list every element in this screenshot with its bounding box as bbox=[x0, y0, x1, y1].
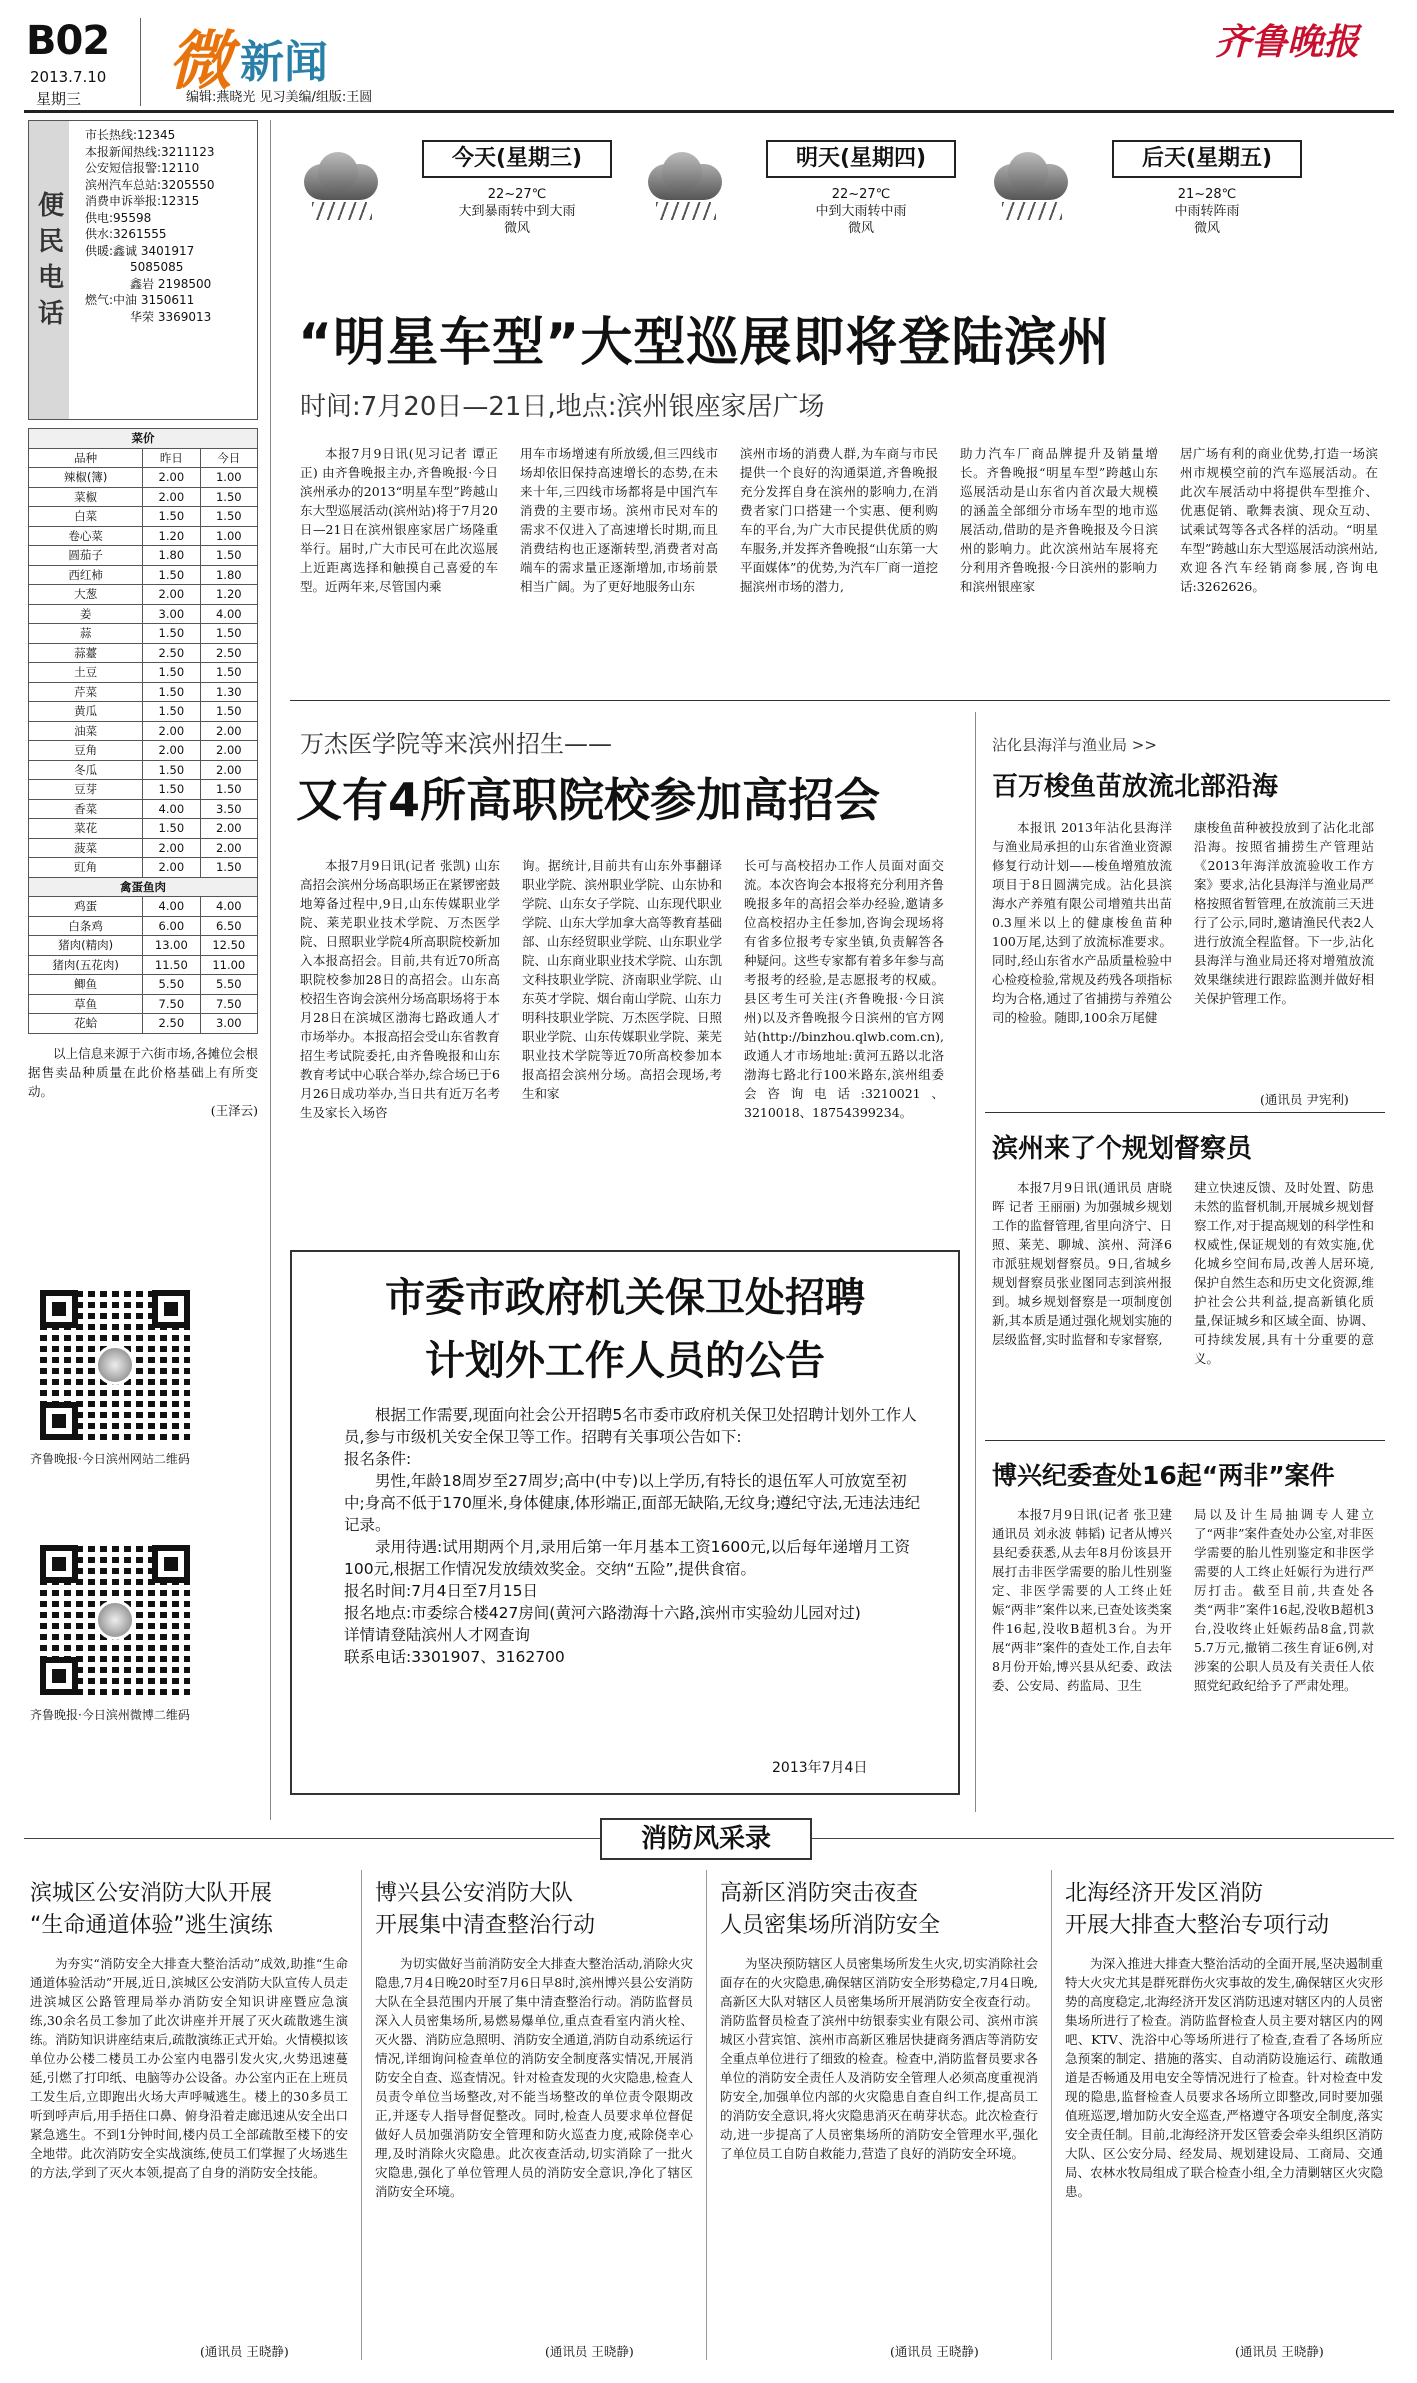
article-paragraph: 本报7月9日讯(通讯员 唐晓晖 记者 王丽丽) 为加强城乡规划工作的监督管理,省里向济宁、日照、莱芜、聊城、滨州、菏泽6市派驻规划督察员。9日,省城乡规划督察员张业图同志到滨州报到。城乡规划督察是一项制度创新,其本质是通过强化规划实施的层级监督,实时监督和专家督察, bbox=[992, 1180, 1172, 1347]
price-cell: 2.00 bbox=[200, 819, 257, 839]
price-cell: 11.50 bbox=[143, 955, 200, 975]
price-cell: 6.50 bbox=[200, 916, 257, 936]
article-paragraph: 滨州市场的消费人群,为车商与市民提供一个良好的沟通渠道,齐鲁晚报充分发挥自身在滨州的影响力,在消费者家门口搭建一个实惠、便利购车的平台,为广大市民提供优质的购车服务,并发挥齐鲁晚报“山东第一大平面媒体”的优势,为汽车厂商一道挖掘滨州市场的潜力, bbox=[740, 446, 938, 594]
fire-author: (通讯员 王晓静) bbox=[545, 2344, 634, 2359]
price-cell: 1.50 bbox=[143, 760, 200, 780]
price-cell: 1.50 bbox=[200, 663, 257, 683]
article-paragraph: 本报7月9日讯(记者 张凯) 山东高招会滨州分场高职场正在紧锣密鼓地筹备过程中,9日,山东传媒职业学院、莱芜职业技术学院、万杰医学院、日照职业学院4所高职院校新加入本报高招会。目前,共有近70所高职院校参加28日的高招会。山东高校招生咨询会滨州分场高职场将于本月28日在滨城区渤海七路政通人才市场举办。本报高招会受山东省教育招生考试院委托,由齐鲁晚报和山东教育考试中心联合举办,综合场已于6月26日成功举办,当日共有近万名考生及家长入场咨 bbox=[300, 858, 500, 1120]
price-cell: 7.50 bbox=[143, 994, 200, 1014]
price-cell: 2.00 bbox=[143, 585, 200, 605]
table-row bbox=[29, 565, 258, 585]
weather-wind: 微风 bbox=[1193, 221, 1220, 236]
table-row bbox=[29, 526, 258, 546]
hire-line: 联系电话:3301907、3162700 bbox=[344, 1648, 565, 1666]
hire-line: 报名条件: bbox=[344, 1450, 412, 1468]
price-header: 昨日 bbox=[143, 448, 200, 468]
weather-wind: 微风 bbox=[847, 221, 874, 236]
text-column bbox=[992, 1505, 1172, 1805]
price-cell: 5.50 bbox=[200, 975, 257, 995]
price-cell: 豆角 bbox=[29, 741, 143, 761]
weather-desc: 大到暴雨转中到大雨 bbox=[458, 204, 576, 219]
article-paragraph: 建立快速反馈、及时处置、防患未然的监督机制,开展城乡规划督察工作,对于提高规划的科学性和权威性,保证规划的有效实施,优化城乡空间布局,改善人居环境,保护自然生态和历史文化资源,维护社会公共利益,提高新镇化质量,保证城乡和区域全面、协调、可持续发展,具有十分重要的意义。 bbox=[1194, 1180, 1374, 1366]
price-cell: 1.50 bbox=[143, 565, 200, 585]
price-box bbox=[28, 428, 258, 1119]
text-column bbox=[1194, 1178, 1374, 1436]
price-cell: 3.00 bbox=[200, 1014, 257, 1034]
price-cell: 3.00 bbox=[143, 604, 200, 624]
weather-temp: 21~28℃ bbox=[1177, 187, 1237, 202]
price-cell: 2.50 bbox=[143, 643, 200, 663]
main-subhead: 时间:7月20日—21日,地点:滨州银座家居广场 bbox=[300, 392, 825, 422]
hire-line: 男性,年龄18周岁至27周岁;高中(中专)以上学历,有特长的退伍军人可放宽至初中;身高不低于170厘米,身体健康,体形端正,面部无缺陷,无纹身;遵纪守法,无违法违纪记录。 bbox=[344, 1472, 921, 1534]
price-cell: 4.00 bbox=[200, 604, 257, 624]
weather-temp: 22~27℃ bbox=[487, 187, 547, 202]
price-cell: 卷心菜 bbox=[29, 526, 143, 546]
article-paragraph: 长可与高校招办工作人员面对面交流。本次咨询会本报将充分利用齐鲁晚报多年的高招会举办经验,邀请多位高校招办主任参加,咨询会现场将有省多位报考专家坐镇,负责解答各种疑问。这些专家都有着多年参与高考报考的经验,是志愿报考的权威。县区考生可关注(齐鲁晚报·今日滨州)以及齐鲁晚报今日滨州的官方网站(http://binzhou.qlwb.com.cn),政通人才市场地址:黄河五路以北洛渤海七路北行100米路东,滨州组委会咨询电话:3210021、3210018、18754399234。 bbox=[744, 858, 944, 1120]
price-cell: 蒜 bbox=[29, 624, 143, 644]
price-cell: 1.50 bbox=[200, 702, 257, 722]
article-paragraph: 本报7月9日讯(记者 张卫建 通讯员 刘永波 韩韬) 记者从博兴县纪委获悉,从去年8月份该县开展打击非医学需要的胎儿性别鉴定、非医学需要的人工终止妊娠“两非”案件以来,已查处该类案件16起,没收B超机3台。为开展“两非”案件的查处工作,自去年8月份开始,博兴县从纪委、政法委、公安局、药监局、卫生 bbox=[992, 1507, 1172, 1693]
price-cell: 2.00 bbox=[143, 741, 200, 761]
table-row bbox=[29, 721, 258, 741]
price-cell: 草鱼 bbox=[29, 994, 143, 1014]
price-cell: 猪肉(精肉) bbox=[29, 936, 143, 956]
price-cell: 豇角 bbox=[29, 858, 143, 878]
price-cell: 1.50 bbox=[143, 507, 200, 527]
price-cell: 冬瓜 bbox=[29, 760, 143, 780]
qr-code-website[interactable] bbox=[40, 1290, 190, 1440]
table-row bbox=[29, 1014, 258, 1034]
price-cell: 1.80 bbox=[200, 565, 257, 585]
paper-logo: 齐鲁晚报 bbox=[1215, 21, 1360, 63]
weather-wind: 微风 bbox=[503, 221, 530, 236]
fire-headline-2: 开展集中清查整治行动 bbox=[375, 1913, 596, 1938]
price-table bbox=[28, 428, 258, 1034]
hotline-line: 燃气:中油 3150611 bbox=[85, 293, 195, 307]
price-cell: 2.00 bbox=[143, 858, 200, 878]
weather-desc: 中雨转阵雨 bbox=[1174, 204, 1240, 219]
issue-date: 2013.7.10 bbox=[30, 68, 107, 86]
fire-column bbox=[1065, 1954, 1383, 2336]
price-cell: 13.00 bbox=[143, 936, 200, 956]
price-cell: 1.50 bbox=[143, 780, 200, 800]
table-row bbox=[29, 838, 258, 858]
article-paragraph: 局以及计生局抽调专人建立了“两非”案件查处办公室,对非医学需要的胎儿性别鉴定和非医学需要的人工终止妊娠行为进行严厉打击。截至目前,共查处各类“两非”案件16起,没收B超机3台,没收终止妊娠药品8盒,罚款5.7万元,撤销二孩生育证6例,对涉案的公职人员及有关责任人依照党纪政纪给予了严肃处理。 bbox=[1194, 1507, 1374, 1693]
hotline-line: 鑫岩 2198500 bbox=[130, 276, 212, 291]
section-logo-weibo: 微 bbox=[168, 25, 232, 99]
fire-headline-2: 开展大排查大整治专项行动 bbox=[1065, 1913, 1330, 1938]
price-cell: 1.50 bbox=[143, 663, 200, 683]
weather-day: 后天(星期五) bbox=[1112, 140, 1302, 178]
price-cell: 油菜 bbox=[29, 721, 143, 741]
text-column bbox=[1194, 818, 1374, 1088]
fire-author: (通讯员 王晓静) bbox=[1235, 2344, 1324, 2359]
hire-date: 2013年7月4日 bbox=[772, 1760, 868, 1776]
price-cell: 5.50 bbox=[143, 975, 200, 995]
price-cell: 蒜薹 bbox=[29, 643, 143, 663]
article-paragraph: 为夯实“消防安全大排查大整治活动”成效,助推“生命通道体验活动”开展,近日,滨城区公安消防大队宣传人员走进滨城区公路管理局举办消防安全知识讲座暨应急演练,30余名员工参加了此次讲座并开展了灭火疏散逃生演练。消防知识讲座结束后,疏散演练正式开始。火情模拟该单位办公楼二楼员工办公室内电器引发火灾,火势迅速蔓延,引燃了打印纸、电脑等办公设备。办公室内正在上班员工发生后,立即跑出火场大声呼喊逃生。楼上的30多员工听到呼声后,用手捂住口鼻、俯身沿着走廊迅速从安全出口紧急逃生。不到1分钟时间,楼内员工全部疏散至楼下的安全地带。此次消防安全实战演练,使员工们掌握了火场逃生的方法,学到了灭火本领,提高了自身的消防安全技能。 bbox=[30, 1956, 348, 2180]
rain-cloud-icon bbox=[986, 150, 1076, 220]
hotline-line: 公安短信报警:12110 bbox=[85, 161, 200, 175]
table-row bbox=[29, 546, 258, 566]
price-cell: 1.20 bbox=[143, 526, 200, 546]
price-cell: 辣椒(簿) bbox=[29, 468, 143, 488]
qr-label-website: 齐鲁晚报·今日滨州网站二维码 bbox=[30, 1452, 190, 1466]
fish-headline: 百万梭鱼苗放流北部沿海 bbox=[992, 772, 1279, 802]
table-row bbox=[29, 897, 258, 917]
qr-logo-icon bbox=[95, 1345, 135, 1385]
table-row bbox=[29, 487, 258, 507]
price-cell: 1.50 bbox=[200, 546, 257, 566]
table-row bbox=[29, 682, 258, 702]
rain-cloud-icon bbox=[296, 150, 386, 220]
table-row bbox=[29, 741, 258, 761]
hire-line: 录用待遇:试用期两个月,录用后第一年月基本工资1600元,以后每年递增月工资100元,根据工作情况发放绩效奖金。交纳“五险”,提供食宿。 bbox=[344, 1538, 911, 1578]
hire-line: 报名时间:7月4日至7月15日 bbox=[344, 1582, 539, 1600]
price-cell: 7.50 bbox=[200, 994, 257, 1014]
price-cell: 1.50 bbox=[143, 624, 200, 644]
hire-headline-1: 市委市政府机关保卫处招聘 bbox=[385, 1275, 865, 1321]
hotline-sidebar bbox=[29, 121, 69, 419]
price-cell: 4.00 bbox=[143, 897, 200, 917]
fire-headline-2: 人员密集场所消防安全 bbox=[720, 1913, 941, 1938]
text-column bbox=[992, 818, 1172, 1088]
price-cell: 菜椒 bbox=[29, 487, 143, 507]
hire-body bbox=[344, 1404, 924, 1668]
hire-line: 报名地点:市委综合楼427房间(黄河六路渤海十六路,滨州市实验幼儿园对过) bbox=[344, 1604, 861, 1622]
hotline-line: 5085085 bbox=[130, 260, 184, 274]
price-cell: 1.50 bbox=[200, 624, 257, 644]
price-cell: 1.50 bbox=[143, 702, 200, 722]
price-cell: 芹菜 bbox=[29, 682, 143, 702]
price-cell: 白条鸡 bbox=[29, 916, 143, 936]
table-row bbox=[29, 702, 258, 722]
fish-kicker: 沾化县海洋与渔业局 >> bbox=[992, 736, 1157, 754]
price-cell: 1.00 bbox=[200, 468, 257, 488]
fire-headline-1: 滨城区公安消防大队开展 bbox=[30, 1881, 273, 1906]
price-cell: 1.50 bbox=[143, 819, 200, 839]
page-number: B02 bbox=[26, 18, 110, 64]
table-row bbox=[29, 643, 258, 663]
price-cell: 1.20 bbox=[200, 585, 257, 605]
price-title: 菜价 bbox=[29, 429, 258, 449]
weather-desc: 中到大雨转中雨 bbox=[815, 204, 907, 219]
text-column bbox=[960, 444, 1158, 694]
table-row bbox=[29, 994, 258, 1014]
table-row bbox=[29, 468, 258, 488]
article-paragraph: 为深入推进大排查大整治活动的全面开展,坚决遏制重特大火灾尤其是群死群伤火灾事故的发生,确保辖区火灾形势的高度稳定,北海经济开发区消防迅速对辖区内的人员密集场所进行了检查。消防监督检查人员主要对辖区内的网吧、KTV、洗浴中心等场所进行了检查,查看了各场所应急预案的制定、措施的落实、自动消防设施运行、疏散通道是否畅通及用电安全等情况进行了检查。针对检查中发现的隐患,监督检查人员要求各场所立即整改,同时要加强值班巡逻,增加防火安全巡查,严格遵守各项安全制度,落实安全责任制。目前,北海经济开发区管委会牵头组织区消防大队、区公安分局、经发局、规划建设局、工商局、交通局、农林水牧局组成了联合检查小组,全力清剿辖区火灾隐患。 bbox=[1065, 1956, 1383, 2199]
text-column bbox=[300, 444, 498, 694]
price-cell: 1.50 bbox=[200, 780, 257, 800]
hotline-box bbox=[28, 120, 258, 420]
price-note-author: (王泽云) bbox=[210, 1102, 258, 1118]
qr-code-weibo[interactable] bbox=[40, 1545, 190, 1695]
price-cell: 猪肉(五花肉) bbox=[29, 955, 143, 975]
bx-headline: 博兴纪委查处16起“两非”案件 bbox=[992, 1461, 1335, 1490]
price-cell: 11.00 bbox=[200, 955, 257, 975]
table-row bbox=[29, 585, 258, 605]
table-row bbox=[29, 858, 258, 878]
table-row bbox=[29, 975, 258, 995]
price-cell: 1.00 bbox=[200, 526, 257, 546]
article-paragraph: 本报讯 2013年沾化县海洋与渔业局承担的山东省渔业资源修复行动计划——梭鱼增殖放流项目于8日圆满完成。沾化县滨海水产养殖有限公司增殖共出苗0.3厘米以上的健康梭鱼苗种100万尾,达到了放流标准要求。同时,经山东省水产品质量检验中心检疫检验,常规及药残各项指标均为合格,通过了省捕捞与养殖公司的检验。随即,100余万尾健 bbox=[992, 820, 1172, 1025]
table-row bbox=[29, 780, 258, 800]
hotline-list bbox=[85, 127, 215, 325]
weather-day: 今天(星期三) bbox=[422, 140, 612, 178]
article-paragraph: 居广场有利的商业优势,打造一场滨州市规模空前的汽车巡展活动。在此次车展活动中将提供车型推介、优惠促销、歌舞表演、现众互动、试乘试驾等各式各样的活动。“明星车型”跨越山东大型巡展活动滨州站,欢迎各汽车经销商参展,咨询电话:3262626。 bbox=[1180, 446, 1378, 594]
price-cell: 2.00 bbox=[200, 721, 257, 741]
price-cell: 6.00 bbox=[143, 916, 200, 936]
hire-headline-2: 计划外工作人员的公告 bbox=[425, 1338, 825, 1384]
article-paragraph: 本报7月9日讯(见习记者 谭正正) 由齐鲁晚报主办,齐鲁晚报·今日滨州承办的2013“明星车型”跨越山东大型巡展活动(滨州站)将于7月20日—21日在滨州银座家居广场隆重举行。届时,广大市民可在此次巡展上近距离选择和触摸自己喜爱的车型。近两年来,尽管国内乘 bbox=[300, 446, 498, 594]
fire-headline-1: 博兴县公安消防大队 bbox=[375, 1881, 574, 1906]
hotline-line: 供水:3261555 bbox=[85, 227, 167, 241]
price-cell: 花蛤 bbox=[29, 1014, 143, 1034]
hire-notice-box bbox=[290, 1250, 960, 1795]
hire-line: 根据工作需要,现面向社会公开招聘5名市委市政府机关保卫处招聘计划外工作人员,参与市级机关安全保卫等工作。招聘有关事项公告如下: bbox=[344, 1406, 917, 1446]
price-cell: 菠菜 bbox=[29, 838, 143, 858]
fire-column bbox=[30, 1954, 348, 2336]
weather-temp: 22~27℃ bbox=[831, 187, 891, 202]
price-cell: 2.00 bbox=[143, 721, 200, 741]
text-column bbox=[520, 444, 718, 694]
price-cell: 1.80 bbox=[143, 546, 200, 566]
price-cell: 土豆 bbox=[29, 663, 143, 683]
article-paragraph: 为切实做好当前消防安全大排查大整治活动,消除火灾隐患,7月4日晚20时至7月6日早8时,滨州博兴县公安消防大队在全县范围内开展了集中清查整治行动。消防监督员深入人员密集场所,易燃易爆单位,重点查看室内消火栓、灭火器、消防应急照明、消防安全通道,消防自动系统运行情况,详细询问检查单位的消防安全制度落实情况,开展消防安全自查、巡查情况。针对检查发现的火灾隐患,检查人员责令单位当场整改,对不能当场整改的单位责令限期改正,并逐专人指导督促整改。同时,检查人员要求单位督促做好人员加强消防安全管理和防火巡查力度,戒除侥幸心理,及时消除火灾隐患。此次夜查活动,切实消除了一批火灾隐患,强化了单位管理人员的消防安全意识,净化了辖区消防安全环境。 bbox=[375, 1956, 693, 2199]
text-column bbox=[740, 444, 938, 694]
price-cell: 鲫鱼 bbox=[29, 975, 143, 995]
issue-weekday: 星期三 bbox=[36, 90, 82, 108]
college-headline: 又有4所高职院校参加高招会 bbox=[296, 773, 881, 827]
table-row bbox=[29, 955, 258, 975]
table-row bbox=[29, 799, 258, 819]
qr-label-weibo: 齐鲁晚报·今日滨州微博二维码 bbox=[30, 1708, 190, 1722]
price-cell: 西红柿 bbox=[29, 565, 143, 585]
fish-author: (通讯员 尹宪利) bbox=[1260, 1092, 1349, 1107]
article-paragraph: 康梭鱼苗种被投放到了沾化北部沿海。按照省捕捞生产管理站《2013年海洋放流验收工作方案》要求,沾化县海洋与渔业局严格按照省暂管理,在放流前三天进行了公示,同时,邀请渔民代表2人进行放流全程监督。下一步,沾化县海洋与渔业局还将对增殖放流效果继续进行跟踪监测并做好相关保护管理工作。 bbox=[1194, 820, 1374, 1006]
fire-banner: 消防风采录 bbox=[600, 1818, 812, 1860]
fire-author: (通讯员 王晓静) bbox=[890, 2344, 979, 2359]
text-column bbox=[522, 856, 722, 1236]
editor-credit: 编辑:燕晓光 见习美编/组版:王圆 bbox=[186, 90, 373, 105]
price-cell: 大葱 bbox=[29, 585, 143, 605]
fire-headline-1: 北海经济开发区消防 bbox=[1065, 1881, 1264, 1906]
text-column bbox=[1194, 1505, 1374, 1805]
article-paragraph: 询。据统计,目前共有山东外事翻译职业学院、滨州职业学院、山东协和学院、山东女子学院、山东现代职业学院、山东大学加拿大高等教育基础部、山东经贸职业学院、山东职业学院、山东商业职业技术学院、山东凯文科技职业学院、济南职业学院、山东英才学院、烟台南山学院、山东力明科技职业学院、万杰医学院、日照职业学院、山东传媒职业学院、莱芜职业技术学院等近70所高校参加本报高招会滨州分场。高招会现场,考生和家 bbox=[522, 858, 722, 1101]
hotline-line: 滨州汽车总站:3205550 bbox=[85, 177, 215, 192]
weather-day: 明天(星期四) bbox=[766, 140, 956, 178]
hotline-line: 市长热线:12345 bbox=[85, 128, 176, 142]
price-cell: 姜 bbox=[29, 604, 143, 624]
price-header: 今日 bbox=[200, 448, 257, 468]
price-cell: 2.50 bbox=[143, 1014, 200, 1034]
hire-line: 详情请登陆滨州人才网查询 bbox=[344, 1626, 531, 1644]
article-paragraph: 助力汽车厂商品牌提升及销量增长。齐鲁晚报“明星车型”跨越山东巡展活动是山东省内首次最大规模的涵盖全部细分市场车型的地市巡展活动,借助的是齐鲁晚报及今日滨州的影响力。此次滨州站车展将充分利用齐鲁晚报·今日滨州的影响力和滨州银座家 bbox=[960, 446, 1158, 594]
price-cell: 2.00 bbox=[143, 838, 200, 858]
hotline-line: 华荣 3369013 bbox=[130, 309, 212, 324]
hotline-title: 便民电话 bbox=[33, 191, 64, 335]
hotline-line: 供电:95598 bbox=[85, 210, 152, 225]
table-row bbox=[29, 819, 258, 839]
price-cell: 12.50 bbox=[200, 936, 257, 956]
article-paragraph: 为坚决预防辖区人员密集场所发生火灾,切实消除社会面存在的火灾隐患,确保辖区消防安全形势稳定,7月4日晚,高新区大队对辖区人员密集场所开展消防安全夜查行动。消防监督员检查了滨州中纺银泰实业有限公司、滨州市滨城区小营宾馆、滨州市高新区雅居快捷商务酒店等消防安全重点单位进行了细致的检查。检查中,消防监督员要求各单位的消防安全责任人及消防安全管理人必须高度重视消防安全,加强单位内部的火灾隐患自查自纠工作,提高员工的消防安全意识,将火灾隐患消灭在萌芽状态。此次检查行动,进一步提高了人员密集场所的消防安全管理水平,强化了单位员工自防自救能力,营造了良好的消防安全环境。 bbox=[720, 1956, 1038, 2161]
price-cell: 2.50 bbox=[200, 643, 257, 663]
price-cell: 2.00 bbox=[200, 838, 257, 858]
price-cell: 圆茄子 bbox=[29, 546, 143, 566]
text-column bbox=[300, 856, 500, 1236]
fire-headline-1: 高新区消防突击夜查 bbox=[720, 1881, 919, 1906]
price-header: 品种 bbox=[29, 448, 143, 468]
hotline-line: 本报新闻热线:3211123 bbox=[85, 144, 215, 159]
hotline-line: 供暖:鑫诚 3401917 bbox=[85, 243, 195, 258]
hotline-line: 消费申诉举报:12315 bbox=[85, 194, 200, 208]
table-row bbox=[29, 604, 258, 624]
meat-title: 禽蛋鱼肉 bbox=[29, 877, 258, 897]
table-row bbox=[29, 916, 258, 936]
text-column bbox=[1180, 444, 1378, 694]
table-row bbox=[29, 624, 258, 644]
text-column bbox=[992, 1178, 1172, 1436]
price-cell: 菜花 bbox=[29, 819, 143, 839]
price-cell: 1.50 bbox=[143, 682, 200, 702]
qr-logo-icon bbox=[95, 1600, 135, 1640]
article-paragraph: 用车市场增速有所放缓,但三四线市场却依旧保持高速增长的态势,在未来十年,三四线市场都将是中国汽车消费的主要市场。滨州市民对车的需求不仅进入了高速增长时期,而且消费结构也正逐渐转型,消费者对高端车的需求量正逐渐增加,市场前景相当广阔。为了更好地服务山东 bbox=[520, 446, 718, 594]
price-cell: 1.50 bbox=[200, 487, 257, 507]
table-row bbox=[29, 507, 258, 527]
price-cell: 豆芽 bbox=[29, 780, 143, 800]
price-cell: 3.50 bbox=[200, 799, 257, 819]
price-cell: 1.30 bbox=[200, 682, 257, 702]
price-cell: 4.00 bbox=[200, 897, 257, 917]
price-cell: 白菜 bbox=[29, 507, 143, 527]
main-headline: “明星车型”大型巡展即将登陆滨州 bbox=[298, 313, 1111, 373]
table-row bbox=[29, 663, 258, 683]
price-cell: 2.00 bbox=[143, 468, 200, 488]
price-cell: 香菜 bbox=[29, 799, 143, 819]
price-cell: 2.00 bbox=[200, 741, 257, 761]
table-row bbox=[29, 760, 258, 780]
college-kicker: 万杰医学院等来滨州招生—— bbox=[300, 730, 612, 758]
fire-author: (通讯员 王晓静) bbox=[200, 2344, 289, 2359]
section-logo-news: 新闻 bbox=[240, 37, 328, 88]
inspect-headline: 滨州来了个规划督察员 bbox=[992, 1134, 1253, 1164]
price-cell: 2.00 bbox=[143, 487, 200, 507]
fire-column bbox=[720, 1954, 1038, 2336]
price-cell: 1.50 bbox=[200, 858, 257, 878]
table-row bbox=[29, 936, 258, 956]
price-cell: 4.00 bbox=[143, 799, 200, 819]
price-cell: 黄瓜 bbox=[29, 702, 143, 722]
price-note: 以上信息来源于六街市场,各摊位会根据售卖品种质量在此价格基础上有所变动。 bbox=[28, 1045, 258, 1099]
price-cell: 鸡蛋 bbox=[29, 897, 143, 917]
price-cell: 1.50 bbox=[200, 507, 257, 527]
price-cell: 2.00 bbox=[200, 760, 257, 780]
text-column bbox=[744, 856, 944, 1236]
rain-cloud-icon bbox=[640, 150, 730, 220]
fire-headline-2: “生命通道体验”逃生演练 bbox=[30, 1913, 273, 1938]
fire-column bbox=[375, 1954, 693, 2336]
